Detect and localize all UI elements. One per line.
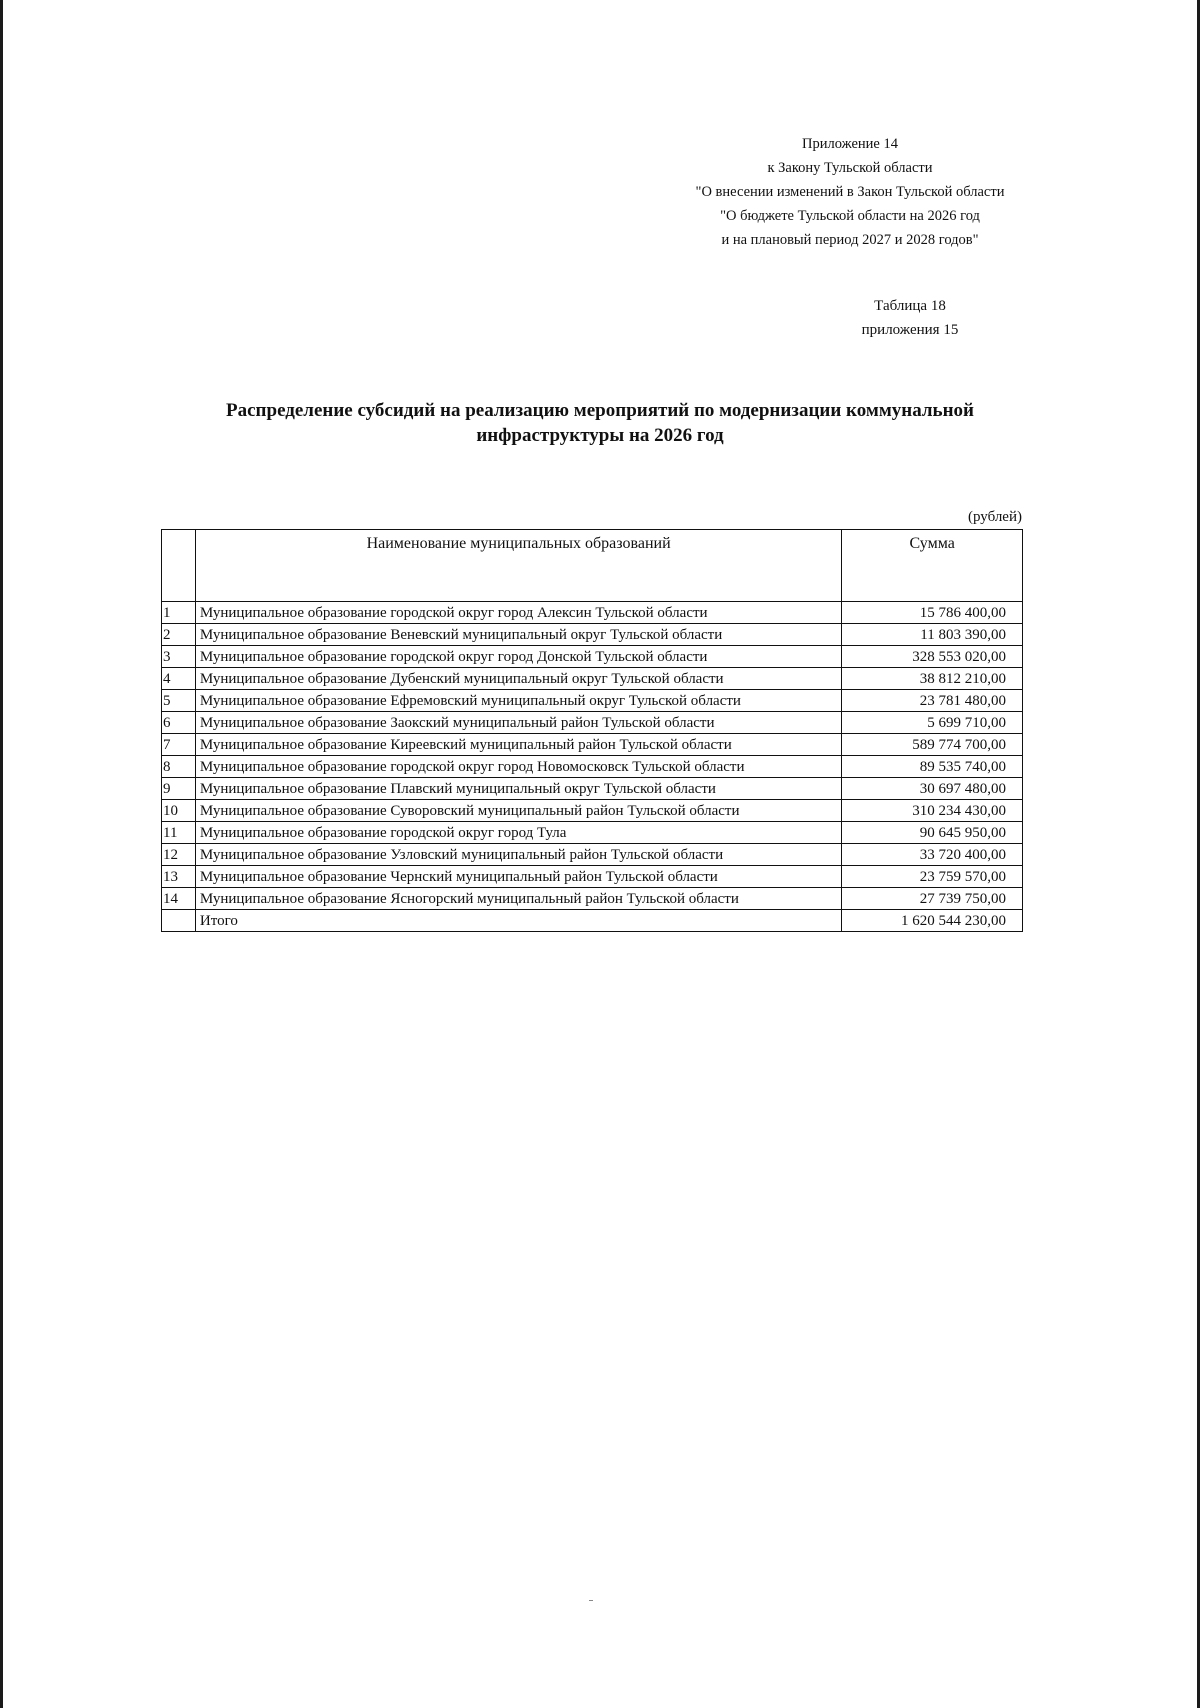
row-name: Муниципальное образование Плавский муниципальный округ Тульской области <box>195 778 841 800</box>
row-name: Муниципальное образование городской округ город Алексин Тульской области <box>195 602 841 624</box>
row-sum: 90 645 950,00 <box>842 822 1023 844</box>
row-sum: 15 786 400,00 <box>842 602 1023 624</box>
row-name: Муниципальное образование Веневский муниципальный округ Тульской области <box>195 624 841 646</box>
row-sum: 23 781 480,00 <box>842 690 1023 712</box>
table-reference <box>840 294 980 342</box>
table-ref-line: приложения 15 <box>861 322 959 338</box>
appendix-line: "О бюджете Тульской области на 2026 год <box>720 208 980 224</box>
appendix-line: Приложение 14 <box>802 136 898 152</box>
row-number: 13 <box>162 866 196 888</box>
row-name: Муниципальное образование Дубенский муниципальный округ Тульской области <box>195 668 841 690</box>
row-sum: 11 803 390,00 <box>842 624 1023 646</box>
row-name: Муниципальное образование Узловский муниципальный район Тульской области <box>195 844 841 866</box>
scan-border-left <box>0 0 3 1708</box>
row-number: 7 <box>162 734 196 756</box>
row-number: 4 <box>162 668 196 690</box>
row-sum: 33 720 400,00 <box>842 844 1023 866</box>
table-row <box>162 844 1023 866</box>
total-sum: 1 620 544 230,00 <box>842 910 1023 932</box>
table-row <box>162 888 1023 910</box>
header-sum: Сумма <box>842 530 1023 602</box>
row-sum: 589 774 700,00 <box>842 734 1023 756</box>
appendix-line: к Закону Тульской области <box>767 160 933 176</box>
currency-unit: (рублей) <box>967 509 1022 525</box>
row-number: 10 <box>162 800 196 822</box>
row-name: Муниципальное образование Ясногорский муниципальный район Тульской области <box>195 888 841 910</box>
total-number <box>162 910 196 932</box>
table-row <box>162 778 1023 800</box>
row-number: 3 <box>162 646 196 668</box>
row-number: 11 <box>162 822 196 844</box>
row-name: Муниципальное образование городской округ город Донской Тульской области <box>195 646 841 668</box>
scan-artifact <box>589 1600 593 1601</box>
row-name: Муниципальное образование Чернский муниципальный район Тульской области <box>195 866 841 888</box>
document-title <box>150 398 1050 448</box>
row-number: 14 <box>162 888 196 910</box>
table-row <box>162 866 1023 888</box>
row-sum: 89 535 740,00 <box>842 756 1023 778</box>
table-row <box>162 690 1023 712</box>
table-row <box>162 602 1023 624</box>
row-number: 8 <box>162 756 196 778</box>
table-row <box>162 624 1023 646</box>
row-name: Муниципальное образование Заокский муниципальный район Тульской области <box>195 712 841 734</box>
row-number: 12 <box>162 844 196 866</box>
row-number: 1 <box>162 602 196 624</box>
total-label: Итого <box>195 910 841 932</box>
total-row <box>162 910 1023 932</box>
subsidy-table <box>161 529 1023 932</box>
row-sum: 38 812 210,00 <box>842 668 1023 690</box>
row-number: 5 <box>162 690 196 712</box>
appendix-header <box>660 132 1040 252</box>
row-name: Муниципальное образование Киреевский муниципальный район Тульской области <box>195 734 841 756</box>
appendix-line: "О внесении изменений в Закон Тульской области <box>695 184 1005 200</box>
row-name: Муниципальное образование городской округ город Новомосковск Тульской области <box>195 756 841 778</box>
row-name: Муниципальное образование городской округ город Тула <box>195 822 841 844</box>
title-line-1: Распределение субсидий на реализацию мероприятий по модернизации коммунальной <box>226 400 974 421</box>
row-sum: 27 739 750,00 <box>842 888 1023 910</box>
title-line-2: инфраструктуры на 2026 год <box>476 425 724 446</box>
row-number: 2 <box>162 624 196 646</box>
table-body <box>162 602 1023 932</box>
row-sum: 328 553 020,00 <box>842 646 1023 668</box>
row-sum: 310 234 430,00 <box>842 800 1023 822</box>
row-name: Муниципальное образование Суворовский муниципальный район Тульской области <box>195 800 841 822</box>
table-header-row <box>162 530 1023 602</box>
table-row <box>162 800 1023 822</box>
header-name: Наименование муниципальных образований <box>195 530 841 602</box>
row-sum: 30 697 480,00 <box>842 778 1023 800</box>
header-number <box>162 530 196 602</box>
row-number: 6 <box>162 712 196 734</box>
table-row <box>162 712 1023 734</box>
appendix-line: и на плановый период 2027 и 2028 годов" <box>721 232 979 248</box>
row-number: 9 <box>162 778 196 800</box>
row-sum: 5 699 710,00 <box>842 712 1023 734</box>
table-row <box>162 756 1023 778</box>
table-row <box>162 646 1023 668</box>
table-row <box>162 734 1023 756</box>
row-name: Муниципальное образование Ефремовский муниципальный округ Тульской области <box>195 690 841 712</box>
table-ref-line: Таблица 18 <box>874 298 946 314</box>
row-sum: 23 759 570,00 <box>842 866 1023 888</box>
table-row <box>162 822 1023 844</box>
table-row <box>162 668 1023 690</box>
